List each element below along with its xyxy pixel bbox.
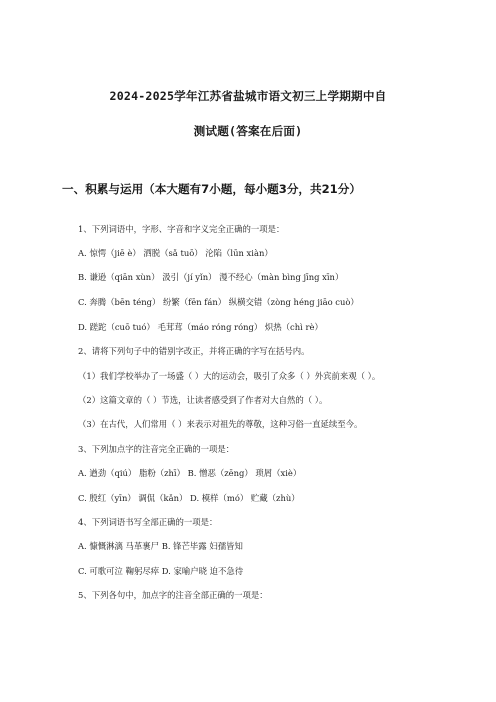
document-title-line-1: 2024-2025学年江苏省盐城市语文初三上学期期中自: [109, 89, 387, 103]
section-heading: 一、积累与运用（本大题有7小题，每小题3分，共21分）: [62, 182, 361, 196]
option-1b: B. 谦逊（qiān xùn） 汲引（jí yǐn） 漫不经心（màn bìng jīng xīn）: [78, 272, 344, 282]
option-1a: A. 惊愕（jiē è） 洒脱（sǎ tuō） 沦陷（lūn xiàn）: [78, 248, 273, 258]
option-1c: C. 奔腾（bēn téng） 纷繁（fēn fán） 纵横交错（zòng héng jiāo cuò）: [78, 297, 359, 307]
option-4ab: A. 慷慨淋漓 马革裹尸 B. 锋芒毕露 妇孺皆知: [78, 541, 243, 551]
option-3cd: C. 殷红（yīn） 调侃（kǎn） D. 模样（mó） 贮藏（zhù）: [78, 493, 300, 503]
document-title-line-2: 测试题(答案在后面): [193, 124, 303, 138]
question-2: 2、请将下列句子中的错别字改正，并将正确的字写在括号内。: [78, 346, 310, 356]
question-4: 4、下列词语书写全部正确的一项是：: [78, 517, 218, 527]
question-2-item-2: （2）这篇文章的（ ）节选，让读者感受到了作者对大自然的（ ）。: [78, 395, 328, 405]
question-5: 5、下列各句中，加点字的注音全部正确的一项是：: [78, 590, 268, 600]
option-4cd: C. 可歌可泣 鞠躬尽瘁 D. 家喻户晓 迫不急待: [78, 566, 244, 576]
option-3ab: A. 遒劲（qiú） 脂粉（zhī） B. 憎恶（zēng） 琐屑（xiè）: [78, 468, 302, 478]
option-1d: D. 蹉跎（cuō tuó） 毛茸茸（máo róng róng） 炽热（chì rè）: [78, 322, 323, 332]
question-2-item-3: （3）在古代，人们常用（ ）来表示对祖先的尊敬，这种习俗一直延续至今。: [78, 419, 363, 429]
question-3: 3、下列加点字的注音完全正确的一项是：: [78, 444, 235, 454]
question-2-item-1: （1）我们学校举办了一场盛（ ）大的运动会，吸引了众多（ ）外宾前来观（ ）。: [78, 371, 381, 381]
question-1: 1、下列词语中，字形、字音和字义完全正确的一项是：: [78, 224, 285, 234]
